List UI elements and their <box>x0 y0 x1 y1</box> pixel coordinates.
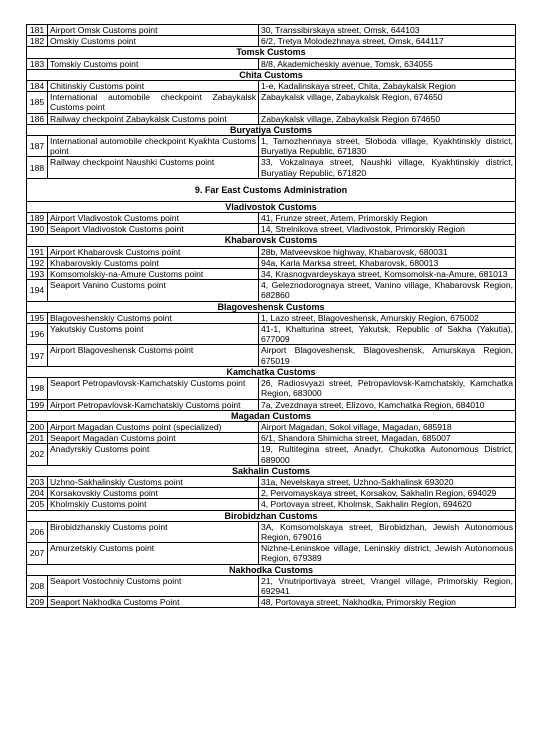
customs-point-address-cell: Zabaykalsk village, Zabaykalsk Region, 674650 <box>259 92 516 113</box>
table-row <box>27 575 516 596</box>
row-number-cell: 206 <box>27 521 48 542</box>
row-number-cell: 208 <box>27 575 48 596</box>
customs-point-name-cell: Airport Blagoveshensk Customs point <box>48 345 259 366</box>
customs-point-address-cell: 6/1, Shandora Shimicha street, Magadan, 685007 <box>259 433 516 444</box>
customs-point-address-cell: 26, Radiosvyazi street, Petropavlovsk-Kamchatskiy, Kamchatka Region, 683000 <box>259 378 516 399</box>
row-number-cell: 184 <box>27 81 48 92</box>
table-row <box>27 81 516 92</box>
customs-point-name-cell: Komsomolskiy-na-Amure Customs point <box>48 269 259 280</box>
row-number-cell: 198 <box>27 378 48 399</box>
customs-group-header-row <box>27 366 516 377</box>
row-number-cell: 194 <box>27 280 48 301</box>
customs-point-address-cell: 33, Vokzalnaya street, Naushki village, Kyakhtinskiy district, Buryatiay Republic, 671820 <box>259 157 516 178</box>
customs-point-name-cell: Uzhno-Sakhalinskiy Customs point <box>48 476 259 487</box>
customs-point-address-cell: 4, Portovaya street, Kholmsk, Sakhalin Region, 694620 <box>259 499 516 510</box>
customs-point-address-cell: 94a, Karla Marksa street, Khabarovsk, 680013 <box>259 257 516 268</box>
table-row <box>27 597 516 608</box>
customs-group-title: Sakhalin Customs <box>27 465 516 476</box>
row-number-cell: 191 <box>27 246 48 257</box>
row-number-cell: 195 <box>27 312 48 323</box>
customs-point-name-cell: Airport Petropavlovsk-Kamchatskiy Customs point <box>48 399 259 410</box>
customs-point-name-cell: Airport Khabarovsk Customs point <box>48 246 259 257</box>
customs-point-name-cell: Blagoveshenskiy Customs point <box>48 312 259 323</box>
table-row <box>27 113 516 124</box>
table-row <box>27 476 516 487</box>
customs-group-title: Kamchatka Customs <box>27 366 516 377</box>
row-number-cell: 189 <box>27 213 48 224</box>
row-number-cell: 185 <box>27 92 48 113</box>
table-row <box>27 36 516 47</box>
row-number-cell: 183 <box>27 58 48 69</box>
table-row <box>27 269 516 280</box>
customs-group-title: Blagoveshensk Customs <box>27 301 516 312</box>
customs-point-address-cell: Nizhne-Leninskoe village, Leninskiy district, Jewish Autonomous Region, 679389 <box>259 543 516 564</box>
customs-group-title: Chita Customs <box>27 69 516 80</box>
customs-group-header-row <box>27 510 516 521</box>
customs-point-address-cell: 7a, Zvezdnaya street, Elizovo, Kamchatka Region, 684010 <box>259 399 516 410</box>
row-number-cell: 192 <box>27 257 48 268</box>
row-number-cell: 207 <box>27 543 48 564</box>
customs-point-address-cell: 21, Vnutriportivaya street, Vrangel village, Primorskiy Region, 692941 <box>259 575 516 596</box>
customs-group-title: Nakhodka Customs <box>27 564 516 575</box>
table-row <box>27 92 516 113</box>
table-row <box>27 345 516 366</box>
customs-point-name-cell: Tomskiy Customs point <box>48 58 259 69</box>
customs-point-address-cell: 1-e, Kadalinskaya street, Chita, Zabaykalsk Region <box>259 81 516 92</box>
table-row <box>27 157 516 178</box>
table-row <box>27 136 516 157</box>
customs-group-header-row <box>27 301 516 312</box>
table-row <box>27 378 516 399</box>
customs-group-title: Buryatiya Customs <box>27 124 516 135</box>
customs-point-name-cell: Khabarovskiy Customs point <box>48 257 259 268</box>
customs-group-title: Birobidzhan Customs <box>27 510 516 521</box>
document-page <box>26 24 516 608</box>
administration-title: 9. Far East Customs Administration <box>27 178 516 201</box>
row-number-cell: 196 <box>27 324 48 345</box>
customs-point-address-cell: 1, Tamozhennaya street, Sloboda village, Kyakhtinskiy district, Buryatiya Republic, 671830 <box>259 136 516 157</box>
customs-point-address-cell: 2, Pervomayskaya street, Korsakov, Sakhalin Region, 694029 <box>259 488 516 499</box>
customs-point-name-cell: Chitinskiy Customs point <box>48 81 259 92</box>
customs-point-address-cell: Airport Blagoveshensk, Blagoveshensk, Amurskaya Region, 675019 <box>259 345 516 366</box>
customs-point-name-cell: Amurzetskiy Customs point <box>48 543 259 564</box>
customs-group-header-row <box>27 465 516 476</box>
customs-group-header-row <box>27 124 516 135</box>
customs-group-title: Vladivostok Customs <box>27 201 516 212</box>
row-number-cell: 188 <box>27 157 48 178</box>
customs-point-name-cell: Kholmskiy Customs point <box>48 499 259 510</box>
customs-point-name-cell: Seaport Vostochniy Customs point <box>48 575 259 596</box>
customs-point-name-cell: Anadyrskiy Customs point <box>48 444 259 465</box>
customs-point-address-cell: 41-1, Khalturina street, Yakutsk, Republic of Sakha (Yakutia), 677009 <box>259 324 516 345</box>
customs-point-name-cell: Seaport Vladivostok Customs point <box>48 224 259 235</box>
customs-point-address-cell: 28b, Matveevskoe highway, Khabarovsk, 680031 <box>259 246 516 257</box>
row-number-cell: 182 <box>27 36 48 47</box>
customs-point-name-cell: International automobile checkpoint Kyakhta Customs point <box>48 136 259 157</box>
customs-group-header-row <box>27 410 516 421</box>
table-row <box>27 421 516 432</box>
table-row <box>27 224 516 235</box>
table-row <box>27 246 516 257</box>
row-number-cell: 204 <box>27 488 48 499</box>
row-number-cell: 181 <box>27 25 48 36</box>
table-row <box>27 543 516 564</box>
customs-point-address-cell: Airport Magadan, Sokol village, Magadan, 685918 <box>259 421 516 432</box>
customs-point-address-cell: 34, Krasnogvardeyskaya street, Komsomolsk-na-Amure, 681013 <box>259 269 516 280</box>
customs-group-title: Magadan Customs <box>27 410 516 421</box>
customs-point-name-cell: Railway checkpoint Naushki Customs point <box>48 157 259 178</box>
row-number-cell: 193 <box>27 269 48 280</box>
customs-point-name-cell: Yakutskiy Customs point <box>48 324 259 345</box>
table-row <box>27 399 516 410</box>
row-number-cell: 200 <box>27 421 48 432</box>
row-number-cell: 186 <box>27 113 48 124</box>
customs-group-header-row <box>27 235 516 246</box>
row-number-cell: 209 <box>27 597 48 608</box>
row-number-cell: 203 <box>27 476 48 487</box>
table-row <box>27 280 516 301</box>
customs-point-address-cell: 31a, Nevelskaya street, Uzhno-Sakhalinsk 693020 <box>259 476 516 487</box>
customs-group-header-row <box>27 201 516 212</box>
customs-point-name-cell: Seaport Vanino Customs point <box>48 280 259 301</box>
table-row <box>27 324 516 345</box>
customs-group-title: Tomsk Customs <box>27 47 516 58</box>
customs-point-name-cell: Airport Omsk Customs point <box>48 25 259 36</box>
table-row <box>27 213 516 224</box>
row-number-cell: 199 <box>27 399 48 410</box>
table-row <box>27 444 516 465</box>
customs-point-name-cell: Seaport Petropavlovsk-Kamchatskiy Customs point <box>48 378 259 399</box>
customs-group-header-row <box>27 564 516 575</box>
customs-point-address-cell: 41, Frunze street, Artem, Primorskiy Region <box>259 213 516 224</box>
customs-point-address-cell: 19, Rultitegina street, Anadyr, Chukotka Autonomous District, 689000 <box>259 444 516 465</box>
customs-point-address-cell: 3A, Komsomolskaya street, Birobidzhan, Jewish Autonomous Region, 679016 <box>259 521 516 542</box>
administration-section-row <box>27 178 516 201</box>
table-row <box>27 25 516 36</box>
row-number-cell: 202 <box>27 444 48 465</box>
row-number-cell: 201 <box>27 433 48 444</box>
customs-group-header-row <box>27 47 516 58</box>
customs-point-name-cell: Railway checkpoint Zabaykalsk Customs point <box>48 113 259 124</box>
row-number-cell: 190 <box>27 224 48 235</box>
table-row <box>27 433 516 444</box>
customs-points-table <box>26 24 516 608</box>
row-number-cell: 197 <box>27 345 48 366</box>
row-number-cell: 205 <box>27 499 48 510</box>
customs-points-table-body <box>27 25 516 608</box>
customs-group-title: Khabarovsk Customs <box>27 235 516 246</box>
customs-point-address-cell: 48, Portovaya street, Nakhodka, Primorskiy Region <box>259 597 516 608</box>
customs-point-address-cell: 14, Strelnikova street, Vladivostok, Primorskiy Region <box>259 224 516 235</box>
customs-point-name-cell: Korsakovskiy Customs point <box>48 488 259 499</box>
customs-point-name-cell: Airport Magadan Customs point (specialized) <box>48 421 259 432</box>
customs-point-address-cell: 30, Transsibirskaya street, Omsk, 644103 <box>259 25 516 36</box>
customs-point-name-cell: Omskiy Customs point <box>48 36 259 47</box>
table-row <box>27 257 516 268</box>
customs-point-name-cell: Birobidzhanskiy Customs point <box>48 521 259 542</box>
customs-group-header-row <box>27 69 516 80</box>
table-row <box>27 521 516 542</box>
table-row <box>27 488 516 499</box>
customs-point-name-cell: Airport Vladivostok Customs point <box>48 213 259 224</box>
customs-point-name-cell: Seaport Magadan Customs point <box>48 433 259 444</box>
customs-point-name-cell: Seaport Nakhodka Customs Point <box>48 597 259 608</box>
table-row <box>27 499 516 510</box>
customs-point-address-cell: Zabaykalsk village, Zabaykalsk Region 674650 <box>259 113 516 124</box>
customs-point-name-cell: International automobile checkpoint Zabaykalsk Customs point <box>48 92 259 113</box>
customs-point-address-cell: 1, Lazo street, Blagoveshensk, Amurskiy Region, 675002 <box>259 312 516 323</box>
customs-point-address-cell: 8/8, Akademicheskiy avenue, Tomsk, 634055 <box>259 58 516 69</box>
row-number-cell: 187 <box>27 136 48 157</box>
customs-point-address-cell: 6/2, Tretya Molodezhnaya street, Omsk, 644117 <box>259 36 516 47</box>
table-row <box>27 58 516 69</box>
customs-point-address-cell: 4, Geleznodorognaya street, Vanino village, Khabarovsk Region, 682860 <box>259 280 516 301</box>
table-row <box>27 312 516 323</box>
